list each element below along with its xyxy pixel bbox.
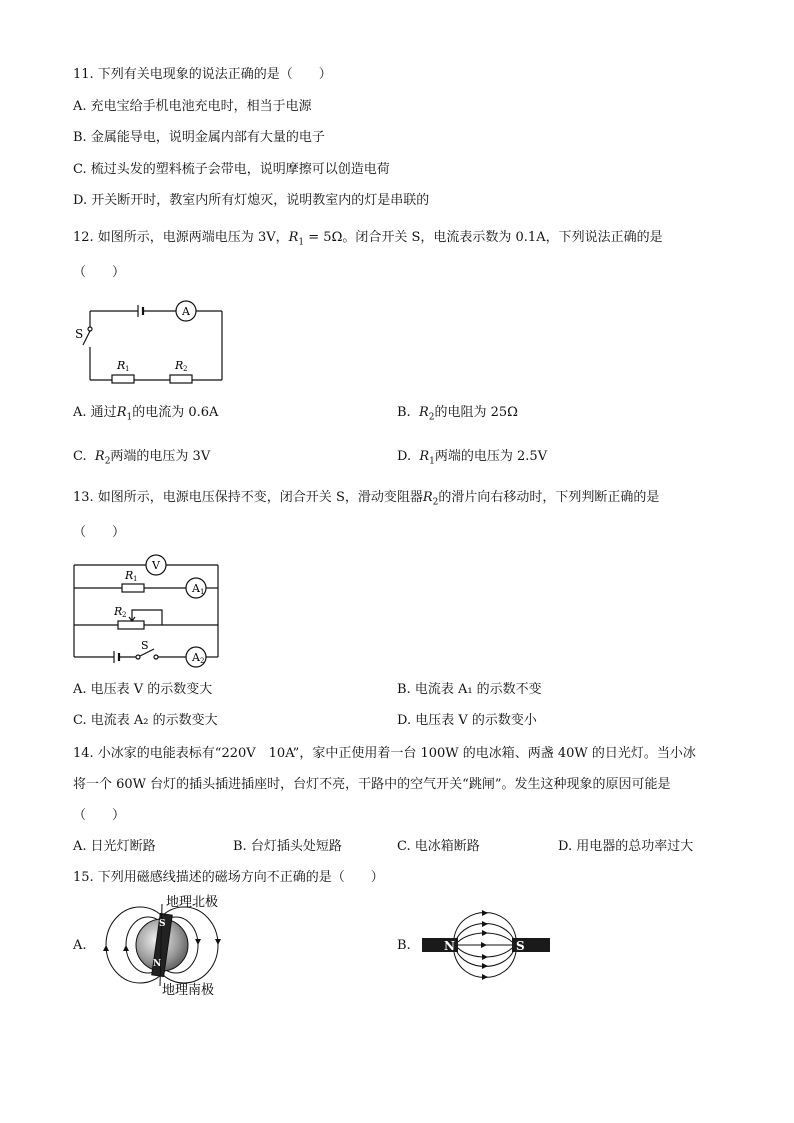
q15a-geo-north-label: 地理北极 [166, 895, 219, 910]
q15a-arrow-2 [123, 945, 129, 951]
svg-text:1: 1 [133, 575, 138, 583]
svg-text:2: 2 [200, 657, 205, 665]
q11-option-b: B. 金属能导电，说明金属内部有大量的电子 [73, 130, 325, 145]
q15a-geo-south-label: 地理南极 [162, 983, 215, 998]
q15b-arrow-5 [482, 910, 488, 916]
q12-ammeter-label: A [182, 305, 190, 318]
q15b-arrow-2 [482, 954, 488, 960]
q14-option-c: C. 电冰箱断路 [397, 839, 480, 854]
q15b-arrow-3 [482, 921, 488, 927]
q13-option-d: D. 电压表 V 的示数变小 [397, 713, 537, 728]
q11-option-a: A. 充电宝给手机电池充电时，相当于电源 [73, 99, 312, 114]
svg-text:1: 1 [200, 588, 205, 596]
q12-r2-label: R [175, 359, 184, 372]
q15a-arrow-3 [215, 939, 221, 945]
q12-circuit-diagram [70, 293, 230, 385]
q12-r1-label: R [117, 359, 126, 372]
q13-r2-label: R [114, 605, 123, 618]
q15-fig-a-label: A. [73, 938, 87, 953]
q13-rheostat-r2 [118, 621, 144, 629]
q12-resistor-r2 [170, 375, 192, 383]
q11-stem: 11. 下列有关电现象的说法正确的是（ ） [73, 67, 332, 82]
q13-resistor-r1 [122, 584, 144, 592]
q14-option-a: A. 日光灯断路 [73, 839, 156, 854]
q13-a1-label: A [192, 582, 200, 595]
q13-option-c: C. 电流表 A₂ 的示数变大 [73, 713, 218, 728]
q13-switch-label: S [141, 639, 149, 652]
q15-figure-b-bar-magnet-field [420, 900, 560, 990]
q13-stem: 13. 如图所示，电源电压保持不变，闭合开关 S，滑动变阻器$R_2$的滑片向右移动时，下列判断正确的是 [73, 490, 660, 508]
q13-option-b: B. 电流表 A₁ 的示数不变 [397, 682, 542, 697]
q15a-pole-s: S [159, 919, 166, 929]
svg-text:2: 2 [122, 611, 127, 619]
svg-text:1: 1 [125, 365, 130, 373]
q11-option-c: C. 梳过头发的塑料梳子会带电，说明摩擦可以创造电荷 [73, 162, 390, 177]
q12-option-d: D. $R_1$两端的电压为 2.5V [397, 449, 548, 467]
q15b-pole-s: S [516, 939, 525, 953]
q13-voltmeter-label: V [152, 559, 160, 572]
q12-switch-blade [83, 331, 90, 345]
q15b-arrow-center [481, 942, 487, 948]
q13-a2-label: A [192, 651, 200, 664]
q12-blank: （ ） [73, 265, 126, 280]
q12-stem: 12. 如图所示，电源两端电压为 3V，$R_1 = 5\Omega$。闭合开关 S，电流表示数为 0.1A，下列说法正确的是 [73, 230, 663, 248]
q13-circuit-diagram [70, 553, 230, 671]
q14-stem-line1: 14. 小冰家的电能表标有“220V 10A”，家中正使用着一台 100W 的电冰箱、两盏 40W 的日光灯。当小冰 [73, 746, 696, 761]
q15-stem: 15. 下列用磁感线描述的磁场方向不正确的是（ ） [73, 870, 384, 885]
q15b-arrow-4 [482, 963, 488, 969]
q15a-arrow-1 [103, 945, 109, 951]
q13-option-a: A. 电压表 V 的示数变大 [73, 682, 213, 697]
q12-resistor-r1 [112, 375, 134, 383]
q14-stem-line2: 将一个 60W 台灯的插头插进插座时，台灯不亮，干路中的空气开关“跳闸”。发生这种现象的原因可能是 [73, 777, 671, 792]
svg-text:2: 2 [183, 365, 188, 373]
q15a-pole-n: N [153, 959, 162, 969]
q13-blank: （ ） [73, 525, 126, 540]
q14-option-b: B. 台灯插头处短路 [233, 839, 342, 854]
q15-figure-a-earth-field [96, 890, 286, 1000]
q12-option-b: B. $R_2$的电阻为 25Ω [397, 405, 518, 423]
q15b-arrow-6 [482, 974, 488, 980]
q15-fig-b-label: B. [397, 938, 411, 953]
q15b-arrow-1 [482, 930, 488, 936]
q14-blank: （ ） [73, 808, 126, 823]
q12-option-a: A. 通过$R_1$的电流为 0.6A [73, 405, 219, 423]
q11-option-d: D. 开关断开时，教室内所有灯熄灭，说明教室内的灯是串联的 [73, 193, 430, 208]
q12-switch-label: S [75, 327, 84, 341]
q14-option-d: D. 用电器的总功率过大 [558, 839, 694, 854]
q15b-pole-n: N [444, 939, 455, 953]
q12-option-c: C. $R_2$两端的电压为 3V [73, 449, 211, 467]
q15a-arrow-4 [195, 939, 201, 945]
q13-r1-label: R [125, 569, 134, 582]
